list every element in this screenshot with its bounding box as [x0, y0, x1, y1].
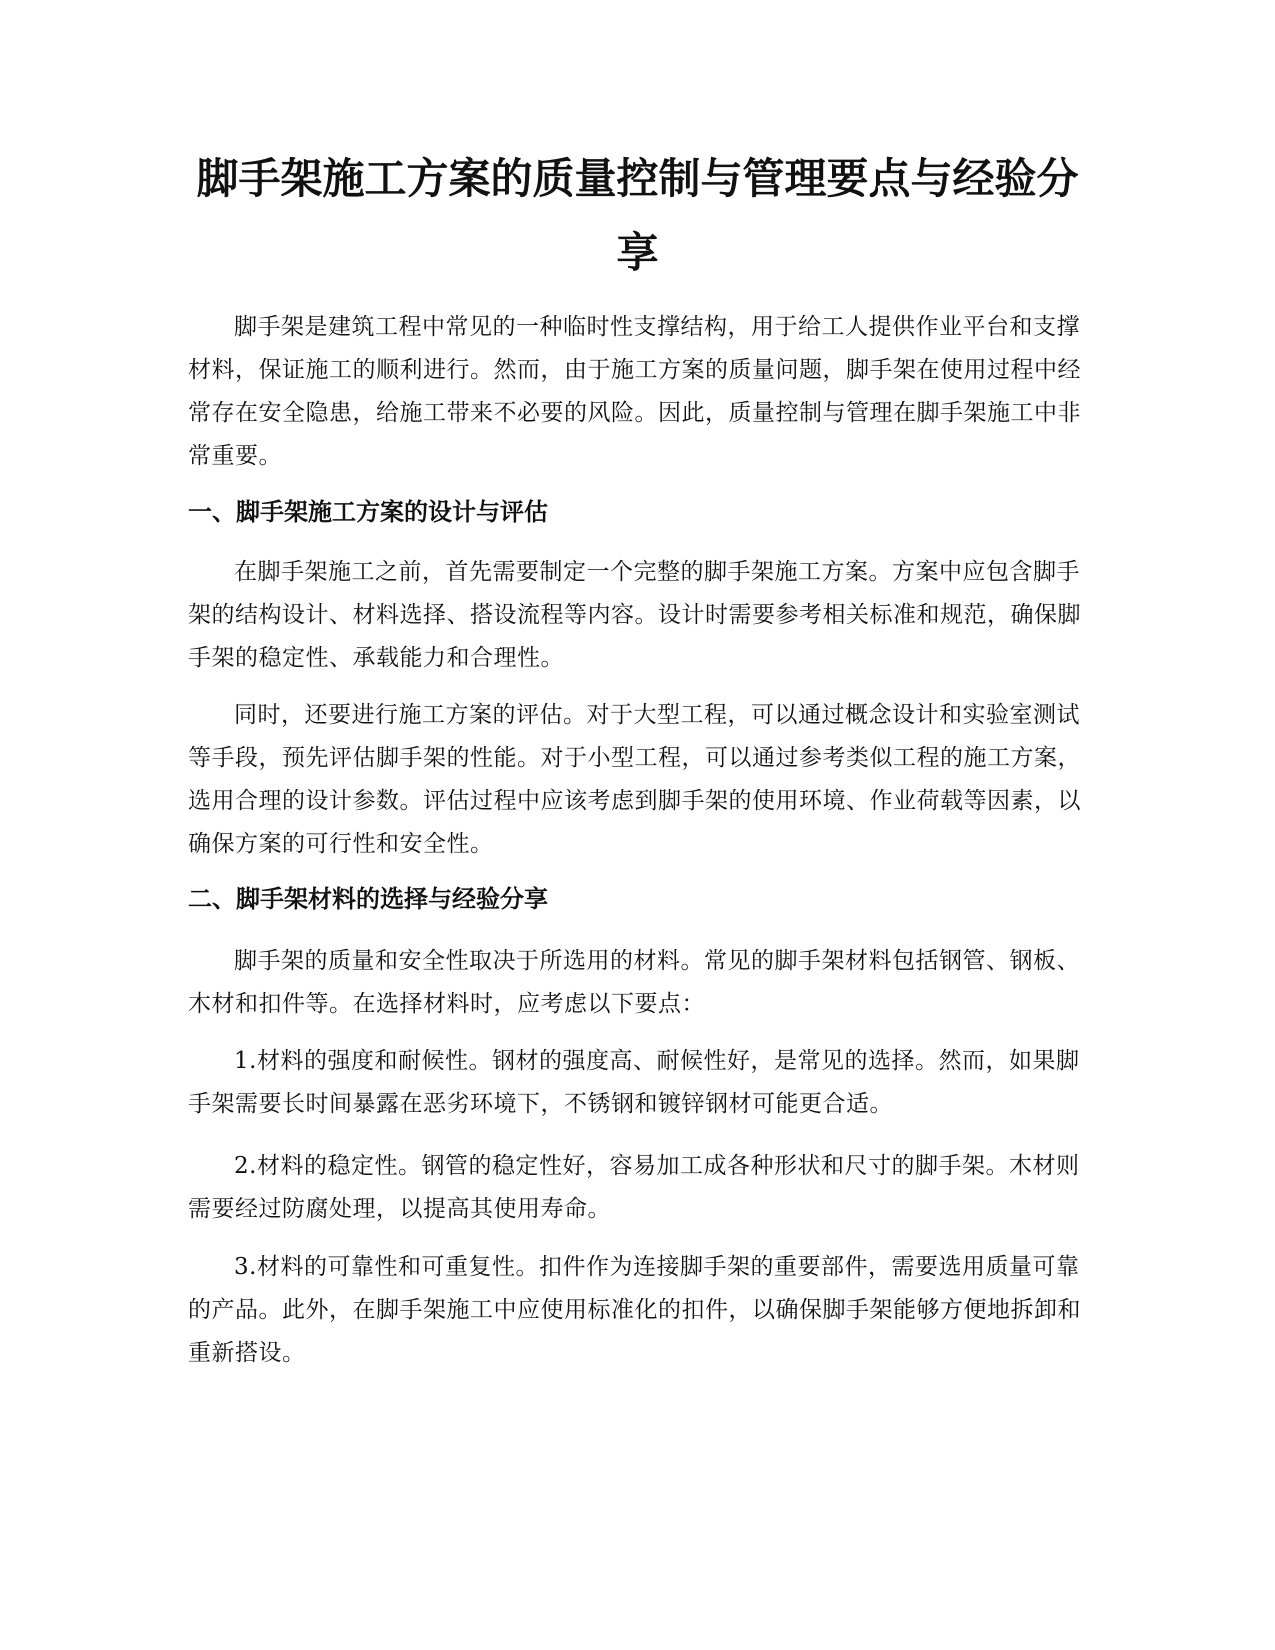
list-item-1: 1.材料的强度和耐候性。钢材的强度高、耐候性好，是常见的选择。然而，如果脚手架需要长时间暴露在恶劣环境下，不锈钢和镀锌钢材可能更合适。 — [188, 1048, 1080, 1117]
section-1-heading: 一、脚手架施工方案的设计与评估 — [188, 498, 548, 526]
section-2-paragraph-1: 脚手架的质量和安全性取决于所选用的材料。常见的脚手架材料包括钢管、钢板、木材和扣件等。在选择材料时，应考虑以下要点： — [188, 948, 1080, 1017]
section-1-paragraph-1: 在脚手架施工之前，首先需要制定一个完整的脚手架施工方案。方案中应包含脚手架的结构设计、材料选择、搭设流程等内容。设计时需要参考相关标准和规范，确保脚手架的稳定性、承载能力和合理性。 — [188, 559, 1081, 671]
document-title: 脚手架施工方案的质量控制与管理要点与经验分享 — [196, 154, 1079, 277]
section-2-heading: 二、脚手架材料的选择与经验分享 — [188, 885, 548, 913]
list-item-2: 2.材料的稳定性。钢管的稳定性好，容易加工成各种形状和尺寸的脚手架。木材则需要经过防腐处理，以提高其使用寿命。 — [188, 1153, 1080, 1222]
section-1-paragraph-2: 同时，还要进行施工方案的评估。对于大型工程，可以通过概念设计和实验室测试等手段，预先评估脚手架的性能。对于小型工程，可以通过参考类似工程的施工方案，选用合理的设计参数。评估过程中应该考虑到脚手架的使用环境、作业荷载等因素，以确保方案的可行性和安全性。 — [188, 702, 1081, 857]
intro-paragraph: 脚手架是建筑工程中常见的一种临时性支撑结构，用于给工人提供作业平台和支撑材料，保证施工的顺利进行。然而，由于施工方案的质量问题，脚手架在使用过程中经常存在安全隐患，给施工带来不必要的风险。因此，质量控制与管理在脚手架施工中非常重要。 — [188, 314, 1081, 469]
list-item-3: 3.材料的可靠性和可重复性。扣件作为连接脚手架的重要部件，需要选用质量可靠的产品。此外，在脚手架施工中应使用标准化的扣件，以确保脚手架能够方便地拆卸和重新搭设。 — [188, 1254, 1081, 1366]
